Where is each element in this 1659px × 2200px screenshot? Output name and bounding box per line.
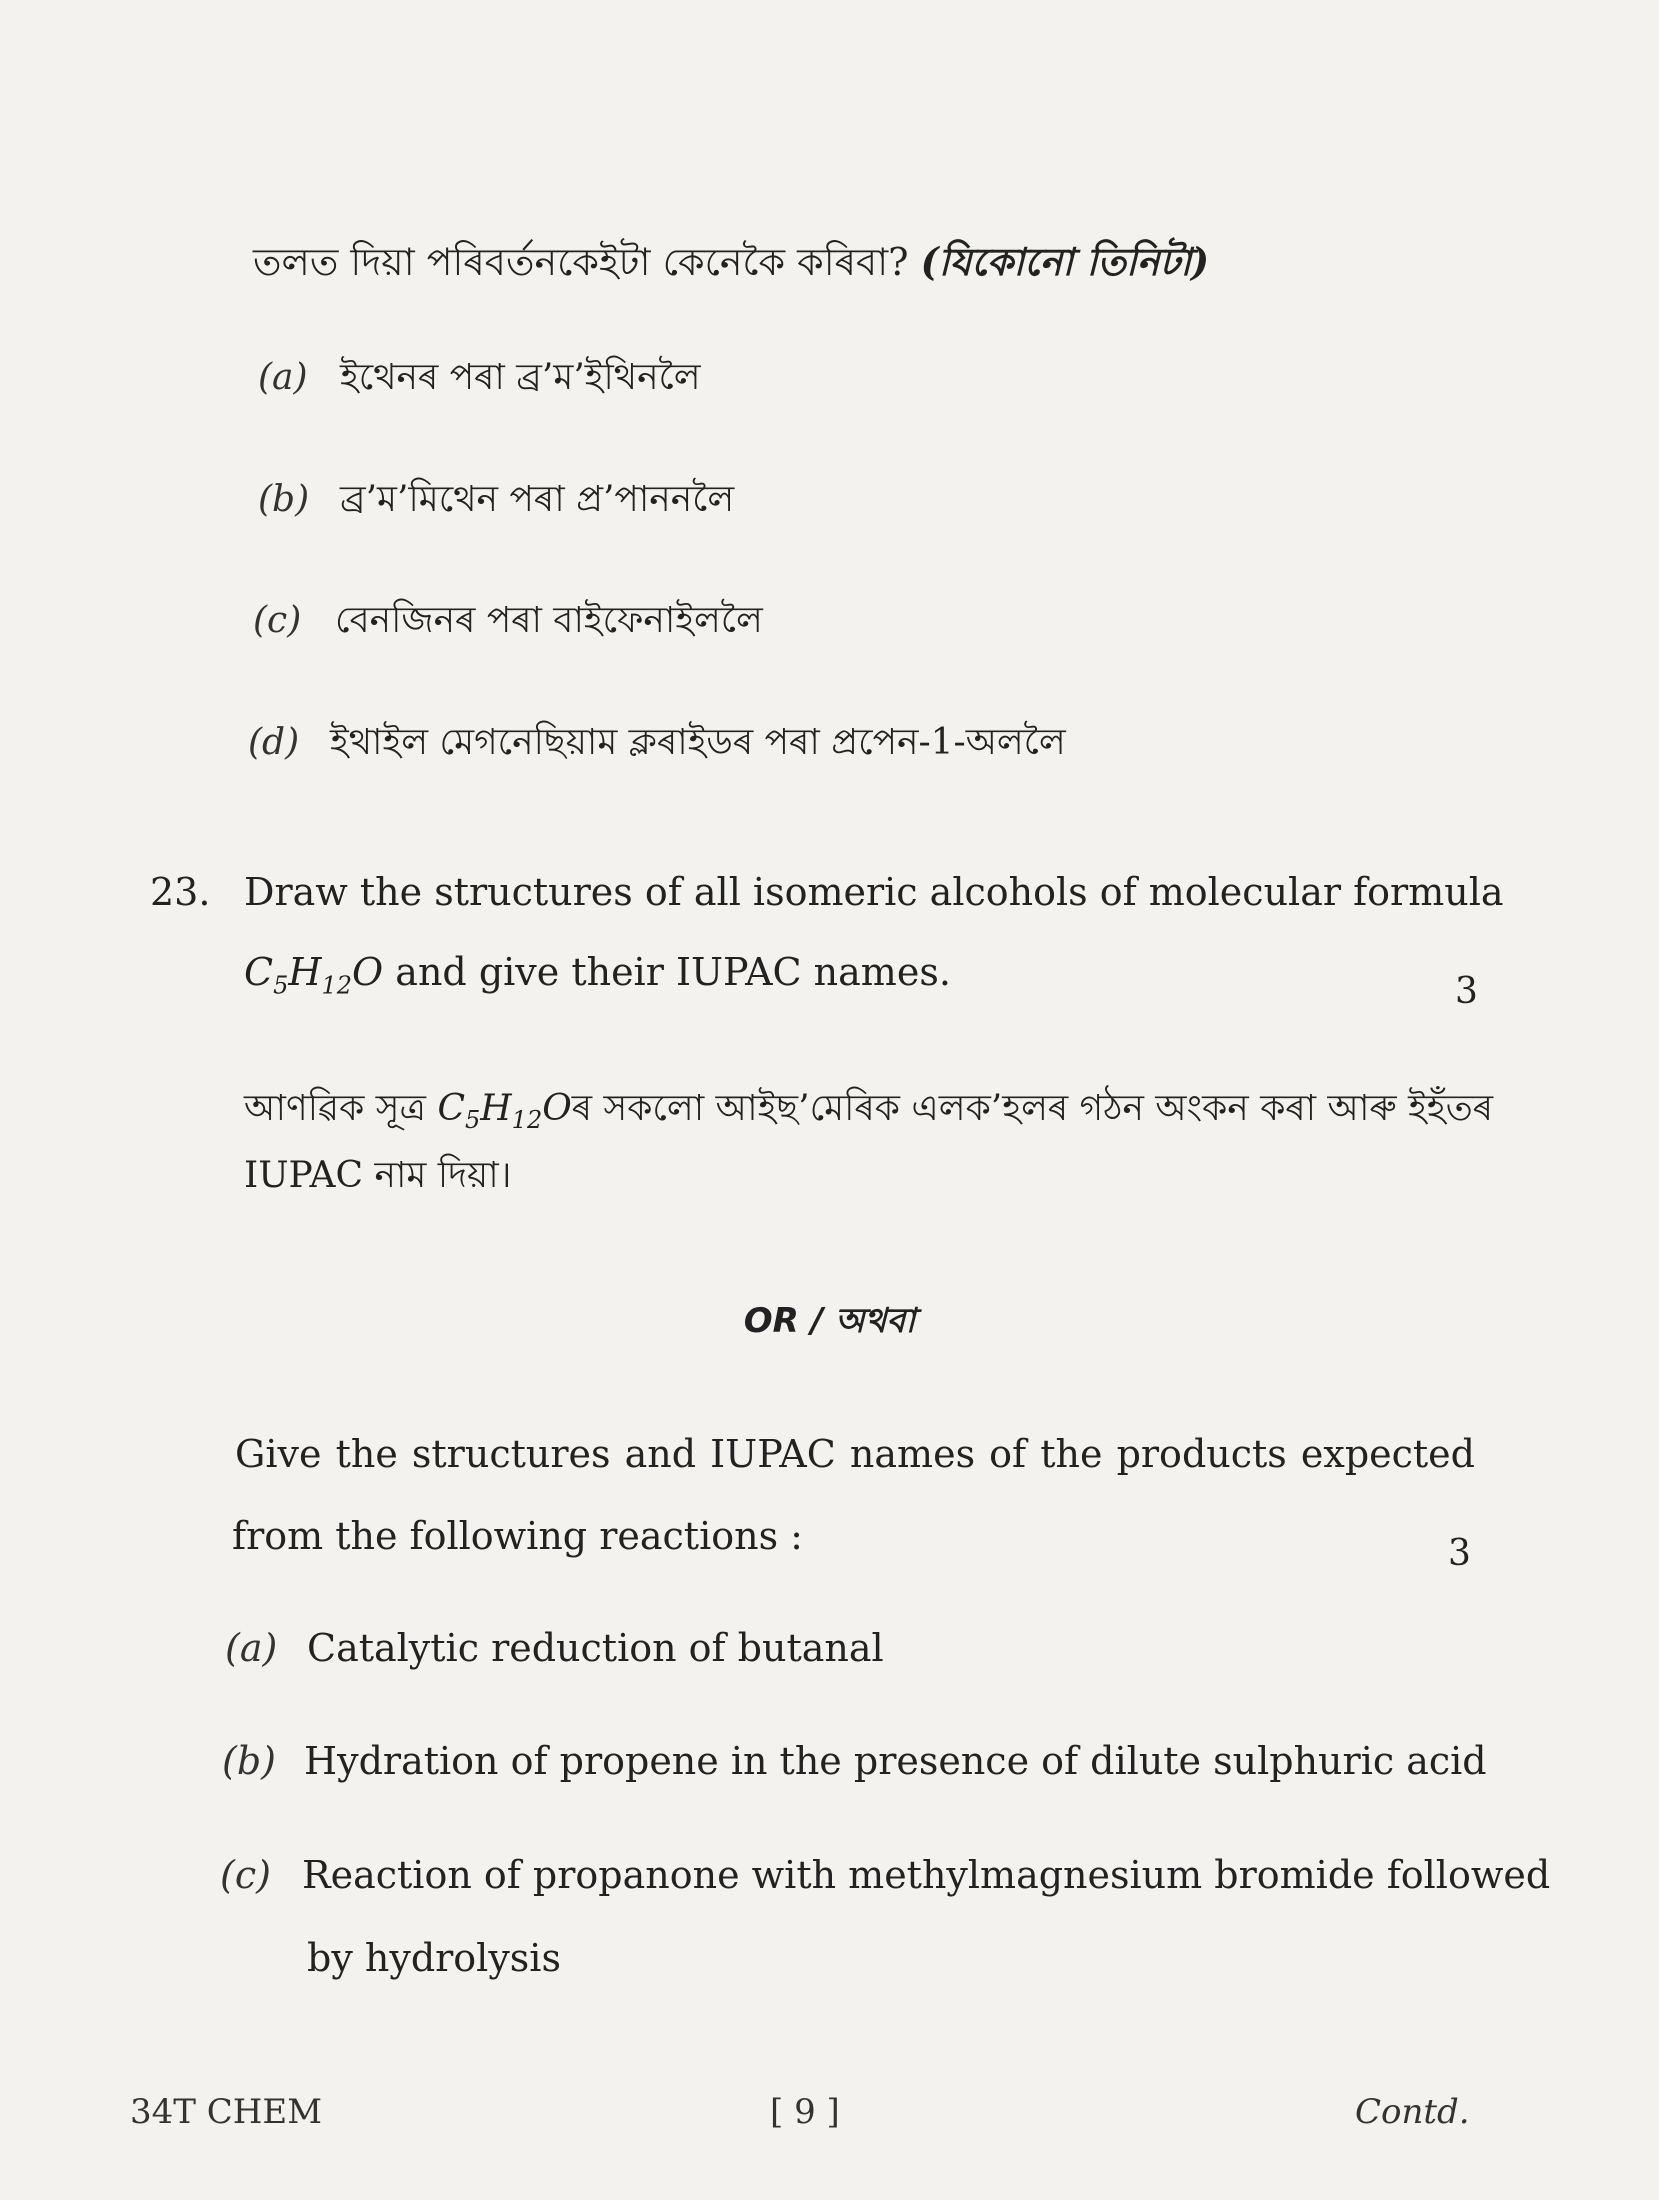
footer-code: 34T CHEM — [130, 2092, 323, 2132]
item-text: ইথেনৰ পৰা ব্ৰ’ম’ইথিনলৈ — [340, 357, 701, 398]
item-label: (a) — [225, 1626, 278, 1670]
intro-item — [253, 598, 763, 644]
alternative-item — [220, 1852, 1550, 1898]
question-en-line1: Draw the structures of all isomeric alcohols of molecular formula — [244, 870, 1504, 914]
item-label: (b) — [222, 1739, 276, 1783]
item-label: (d) — [248, 722, 300, 763]
or-heading: OR / অথবা — [743, 1301, 916, 1341]
question-marks: 3 — [1455, 971, 1478, 1012]
item-label: (a) — [258, 357, 308, 398]
item-text: ইথাইল মেগনেছিয়াম ক্লৰাইডৰ পৰা প্ৰপেন-1-অললৈ — [330, 722, 1066, 763]
intro-item — [258, 477, 734, 523]
question-en-line2 — [244, 948, 951, 1010]
item-text: বেনজিনৰ পৰা বাইফেনাইললৈ — [335, 600, 763, 641]
item-text: ব্ৰ’ম’মিথেন পৰা প্ৰ’পাননলৈ — [340, 479, 735, 520]
item-text: Catalytic reduction of butanal — [307, 1626, 884, 1670]
item-label: (c) — [253, 600, 302, 641]
question-as-line1: আণৱিক সূত্ৰ $C_5H_{12}Oৰ$ সকলো আইছ’মেৰিক এলক’হলৰ গঠন অংকন কৰা আৰু ইহঁতৰ — [244, 1088, 1494, 1135]
intro-instruction — [253, 238, 1209, 286]
alternative-item-continuation: by hydrolysis — [307, 1936, 561, 1980]
alternative-item — [222, 1738, 1487, 1784]
item-label: (c) — [220, 1853, 271, 1897]
footer-page-number: [ 9 ] — [770, 2092, 840, 2132]
intro-text: তলত দিয়া পৰিবৰ্তনকেইটা কেনেকৈ কৰিবা? — [253, 240, 909, 284]
footer-contd: Contd. — [1355, 2092, 1470, 2132]
item-text: Hydration of propene in the presence of dilute sulphuric acid — [304, 1739, 1487, 1783]
question-number: 23. — [150, 870, 211, 914]
intro-hint: (যিকোনো তিনিটা) — [920, 239, 1210, 284]
alternative-marks: 3 — [1448, 1533, 1471, 1574]
alternative-item — [225, 1625, 884, 1671]
question-as-line2: IUPAC নাম দিয়া। — [244, 1155, 512, 1196]
intro-item — [258, 355, 701, 401]
item-label: (b) — [258, 479, 310, 520]
item-text: Reaction of propanone with methylmagnesium bromide followed — [302, 1853, 1551, 1897]
intro-item — [248, 720, 1066, 766]
alternative-line2: from the following reactions : — [232, 1514, 803, 1558]
alternative-line1: Give the structures and IUPAC names of the products expected — [235, 1432, 1475, 1476]
question-en-line2-text: and give their IUPAC names. — [383, 950, 951, 994]
formula: $C_5H_{12}O$ — [244, 950, 384, 1000]
formula: $C_5H_{12}O$ — [437, 1088, 572, 1135]
